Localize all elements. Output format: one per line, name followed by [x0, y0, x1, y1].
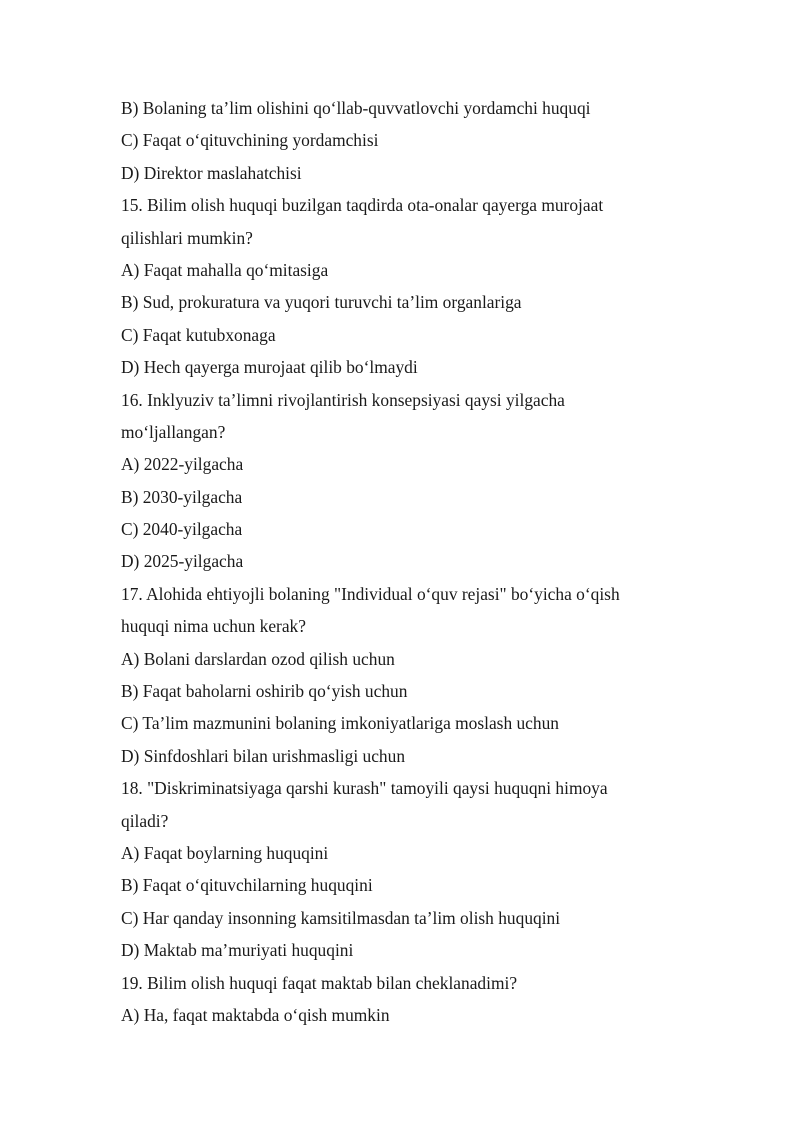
answer-option-line: C) Faqat kutubxonaga [121, 324, 276, 345]
answer-option-line: A) Faqat mahalla qo‘mitasiga [121, 259, 329, 280]
answer-option-line: D) Maktab ma’muriyati huquqini [121, 940, 354, 961]
answer-option-line: D) Sinfdoshlari bilan urishmasligi uchun [121, 745, 406, 766]
answer-option-line: A) Bolani darslardan ozod qilish uchun [121, 648, 395, 669]
question-line: 19. Bilim olish huquqi faqat maktab bilan cheklanadimi? [121, 972, 518, 993]
quiz-text-body [121, 92, 701, 1031]
question-line: 17. Alohida ehtiyojli bolaning "Individual o‘quv rejasi" bo‘yicha o‘qish [121, 583, 620, 604]
question-line: 15. Bilim olish huquqi buzilgan taqdirda ota-onalar qayerga murojaat [121, 195, 604, 216]
answer-option-line: D) Direktor maslahatchisi [121, 162, 302, 183]
answer-option-line: B) Faqat o‘qituvchilarning huquqini [121, 875, 373, 896]
question-continuation-line: mo‘ljallangan? [121, 421, 226, 442]
answer-option-line: B) Sud, prokuratura va yuqori turuvchi ta’lim organlariga [121, 292, 522, 313]
answer-option-line: C) Faqat o‘qituvchining yordamchisi [121, 130, 379, 151]
answer-option-line: A) Faqat boylarning huquqini [121, 842, 329, 863]
answer-option-line: C) Har qanday insonning kamsitilmasdan ta’lim olish huquqini [121, 907, 561, 928]
answer-option-line: B) Bolaning ta’lim olishini qo‘llab-quvvatlovchi yordamchi huquqi [121, 98, 591, 118]
answer-option-line: B) Faqat baholarni oshirib qo‘yish uchun [121, 681, 408, 702]
answer-option-line: C) Ta’lim mazmunini bolaning imkoniyatlariga moslash uchun [121, 713, 559, 734]
answer-option-line: A) Ha, faqat maktabda o‘qish mumkin [121, 1004, 390, 1025]
question-line: 18. "Diskriminatsiyaga qarshi kurash" tamoyili qaysi huquqni himoya [121, 778, 608, 799]
question-continuation-line: qilishlari mumkin? [121, 227, 253, 248]
question-continuation-line: huquqi nima uchun kerak? [121, 616, 306, 637]
answer-option-line: B) 2030-yilgacha [121, 486, 243, 507]
answer-option-line: A) 2022-yilgacha [121, 454, 244, 475]
question-continuation-line: qiladi? [121, 810, 169, 831]
question-line: 16. Inklyuziv ta’limni rivojlantirish konsepsiyasi qaysi yilgacha [121, 389, 565, 410]
answer-option-line: C) 2040-yilgacha [121, 519, 243, 540]
answer-option-line: D) 2025-yilgacha [121, 551, 244, 572]
answer-option-line: D) Hech qayerga murojaat qilib bo‘lmaydi [121, 357, 418, 378]
